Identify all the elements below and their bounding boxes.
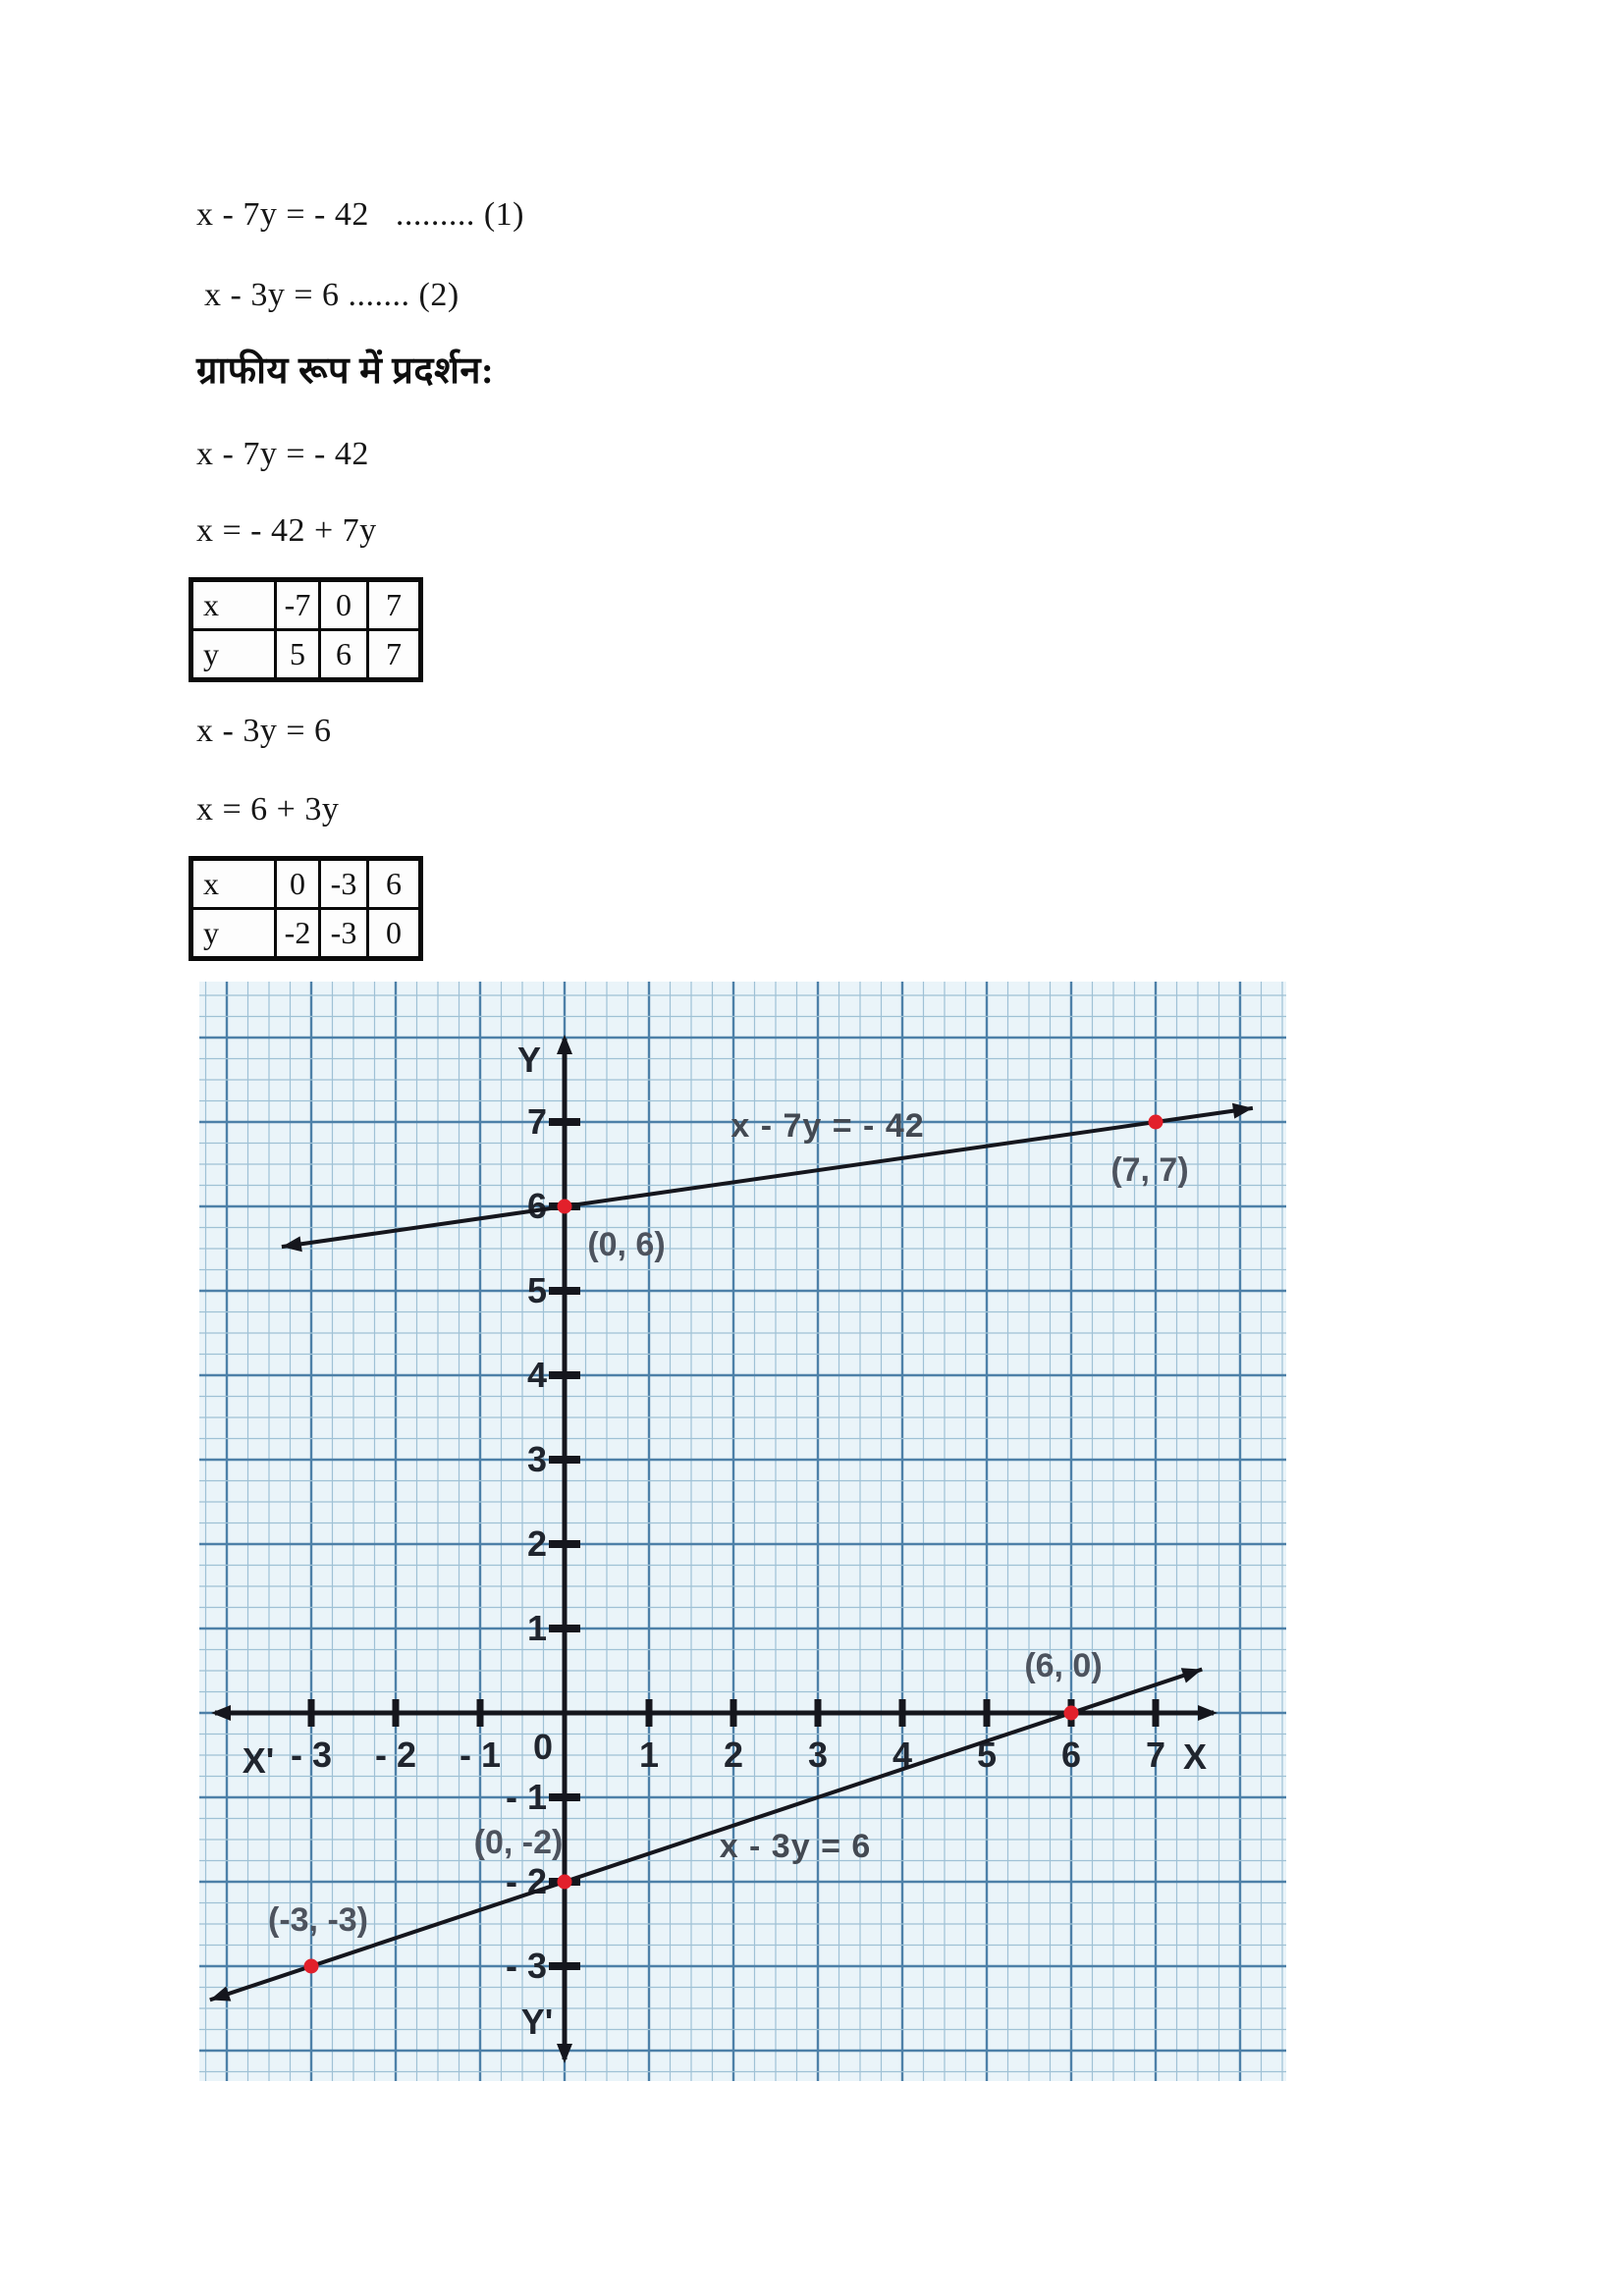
y-axis-label: Y [516,1040,542,1080]
point-coord-label: (0, 6) [587,1226,666,1263]
x-tick-label: 6 [1060,1735,1082,1775]
graph-canvas [199,982,1286,2081]
table-cell: 7 [368,630,421,680]
x-tick-label: 5 [976,1735,998,1775]
value-table-2 [189,856,423,961]
equation-1-numbered: x - 7y = - 42 ......... (1) [196,196,524,233]
marked-point [1064,1706,1079,1721]
marked-point [1149,1115,1163,1130]
table-cell: y [191,909,276,959]
x-prime-label: X' [242,1740,275,1781]
y-tick-label: 7 [526,1101,547,1142]
table-cell: -3 [320,909,368,959]
table-cell: -2 [276,909,320,959]
marked-point [558,1200,572,1214]
x-tick-label: 2 [723,1735,744,1775]
hindi-heading: ग्राफीय रूप में प्रदर्शन: [196,350,495,392]
table-cell: y [191,630,276,680]
x-tick-label: 7 [1145,1735,1166,1775]
table-cell: 5 [276,630,320,680]
y-tick-label: - 3 [505,1946,547,1986]
graph-figure [199,982,1286,2081]
equation-1: x - 7y = - 42 [196,436,369,472]
y-prime-label: Y' [520,2002,554,2042]
table-row [191,580,421,630]
line1-equation-label: x - 7y = - 42 [730,1107,925,1145]
equation-2-numbered: x - 3y = 6 ....... (2) [204,277,460,313]
y-tick-label: 4 [526,1355,547,1395]
point-coord-label: (6, 0) [1024,1647,1103,1684]
table-cell: 0 [276,859,320,909]
point-coord-label: (7, 7) [1110,1151,1189,1189]
y-tick-label: 1 [526,1608,547,1648]
marked-point [558,1875,572,1890]
x-tick-label: - 1 [459,1735,502,1775]
x-tick-label: 1 [638,1735,660,1775]
table-row [191,909,421,959]
table-cell: x [191,580,276,630]
point-coord-label: (-3, -3) [268,1901,368,1939]
marked-point [304,1959,319,1974]
table-row [191,859,421,909]
table-cell: 0 [368,909,421,959]
y-tick-label: - 2 [505,1861,547,1901]
table-cell: -7 [276,580,320,630]
table-cell: 7 [368,580,421,630]
table-cell: 6 [320,630,368,680]
origin-label: 0 [532,1727,554,1767]
table-row [191,630,421,680]
value-table-1 [189,577,423,682]
line2-equation-label: x - 3y = 6 [719,1828,872,1865]
y-tick-label: 5 [526,1270,547,1310]
y-tick-label: 3 [526,1439,547,1479]
equation-2: x - 3y = 6 [196,713,332,749]
y-tick-label: 2 [526,1523,547,1564]
x-axis-label: X [1182,1736,1208,1777]
equation-2-solved: x = 6 + 3y [196,791,340,828]
y-tick-label: - 1 [505,1777,547,1817]
x-tick-label: 3 [807,1735,829,1775]
y-tick-label: 6 [526,1186,547,1226]
point-coord-label: (0, -2) [473,1824,564,1861]
x-tick-label: 4 [892,1735,913,1775]
table-cell: -3 [320,859,368,909]
table-cell: x [191,859,276,909]
table-cell: 6 [368,859,421,909]
equation-1-solved: x = - 42 + 7y [196,512,377,549]
table-cell: 0 [320,580,368,630]
x-tick-label: - 2 [374,1735,417,1775]
x-tick-label: - 3 [290,1735,333,1775]
